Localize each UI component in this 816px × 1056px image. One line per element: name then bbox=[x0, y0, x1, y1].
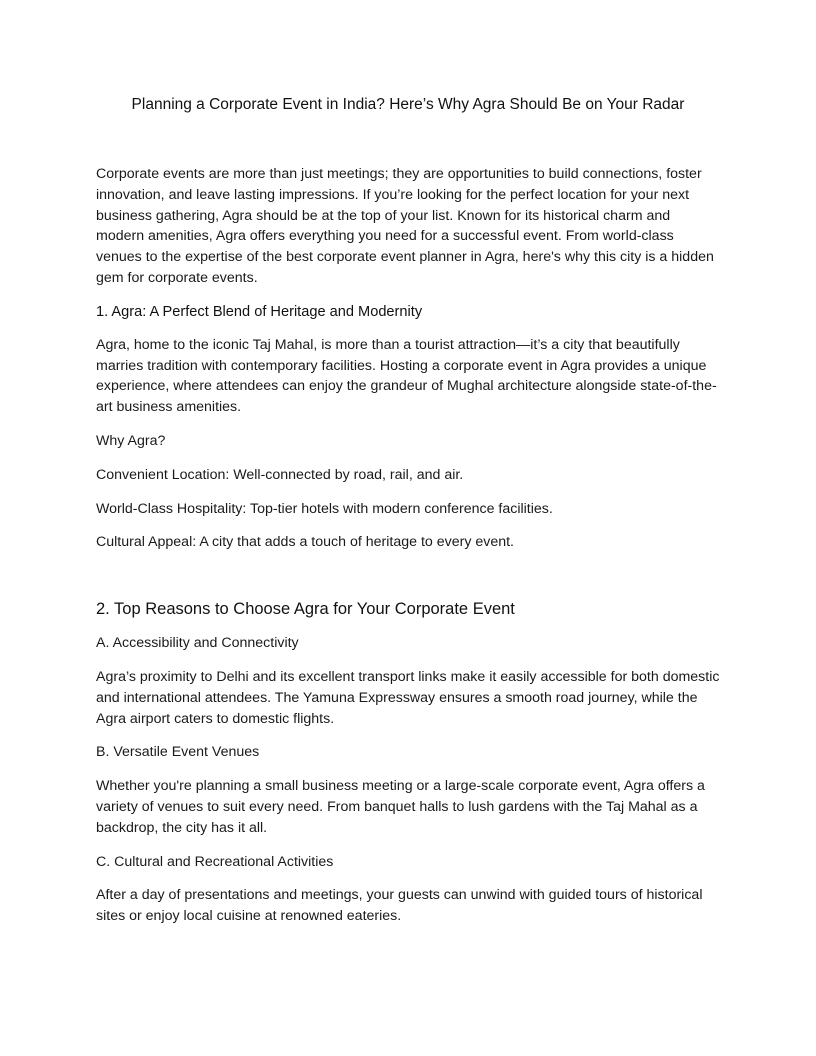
point-convenient-location: Convenient Location: Well-connected by road, rail, and air. bbox=[96, 466, 464, 483]
document-title: Planning a Corporate Event in India? Here’s Why Agra Should Be on Your Radar bbox=[131, 96, 685, 113]
point-cultural-appeal: Cultural Appeal: A city that adds a touch of heritage to every event. bbox=[96, 534, 515, 551]
subsection-c-body: After a day of presentations and meetings, your guests can unwind with guided tours of historical sites or enjoy local cuisine at renowned eateries. bbox=[96, 887, 703, 925]
section-1-heading: 1. Agra: A Perfect Blend of Heritage and Modernity bbox=[96, 303, 423, 320]
document-page bbox=[96, 94, 720, 927]
subsection-a-body: Agra’s proximity to Delhi and its excellent transport links make it easily accessible for both domestic and international attendees. The Yamuna Expressway ensures a smooth road journey, while the Agra airport caters to domestic flights. bbox=[96, 668, 720, 727]
section-2-heading: 2. Top Reasons to Choose Agra for Your Corporate Event bbox=[96, 600, 515, 619]
subsection-b-title: B. Versatile Event Venues bbox=[96, 744, 260, 761]
subsection-b-body: Whether you're planning a small business meeting or a large-scale corporate event, Agra offers a variety of venues to suit every need. From banquet halls to lush gardens with the Taj Mahal as a backdrop, the city has it all. bbox=[96, 778, 705, 836]
subsection-a-title: A. Accessibility and Connectivity bbox=[96, 635, 299, 652]
point-world-class-hospitality: World-Class Hospitality: Top-tier hotels with modern conference facilities. bbox=[96, 500, 553, 517]
why-agra-label: Why Agra? bbox=[96, 432, 166, 449]
subsection-c-title: C. Cultural and Recreational Activities bbox=[96, 853, 334, 870]
section-1-body: Agra, home to the iconic Taj Mahal, is more than a tourist attraction—it’s a city that beautifully marries tradition with contemporary facilities. Hosting a corporate event in Agra provides a unique experience, where attendees can enjoy the grandeur of Mughal architecture alongside state-of-the-art business amenities. bbox=[96, 336, 717, 416]
intro-paragraph: Corporate events are more than just meetings; they are opportunities to build connections, foster innovation, and leave lasting impressions. If you’re looking for the perfect location for your next business gathering, Agra should be at the top of your list. Known for its historical charm and modern amenities, Agra offers everything you need for a successful event. From world-class venues to the expertise of the best corporate event planner in Agra, here's why this city is a hidden gem for corporate events. bbox=[96, 166, 714, 286]
